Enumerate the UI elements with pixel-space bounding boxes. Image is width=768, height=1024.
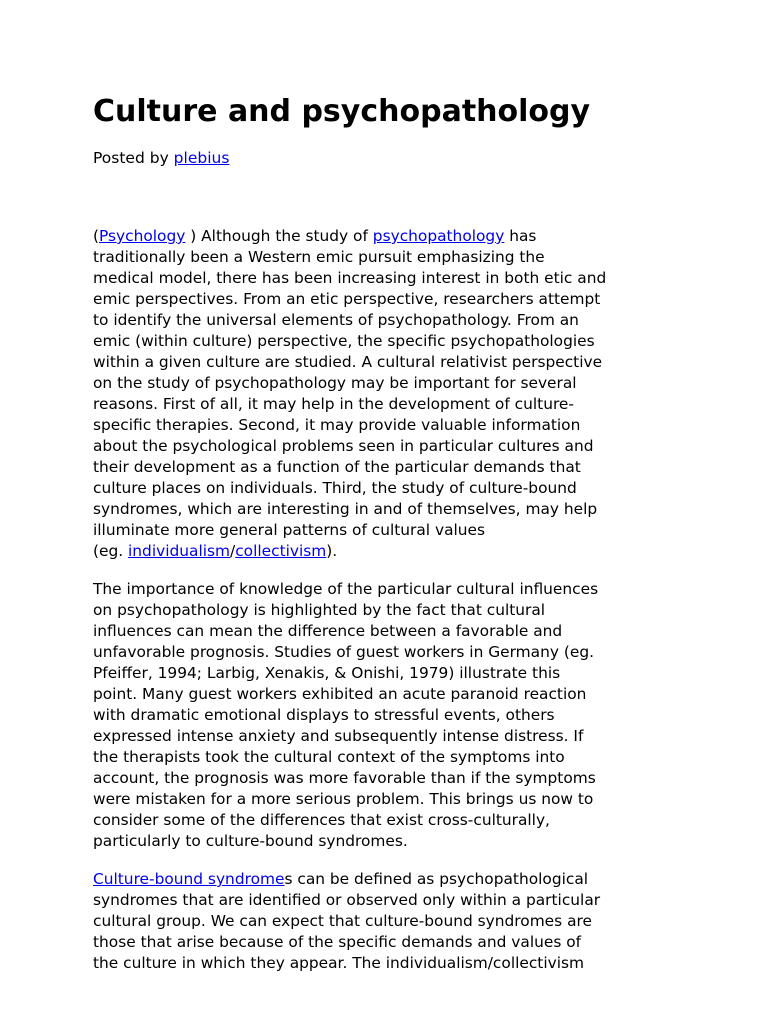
p1-line-14: syndromes, which are interesting in and of themselves, may help <box>93 500 598 518</box>
p1-line-1-text: ) Although the study of <box>185 227 373 245</box>
p2-line-3: influences can mean the difference between a favorable and <box>93 622 563 640</box>
p1-close: ). <box>326 542 338 560</box>
p1-line-4: emic perspectives. From an etic perspective, researchers attempt <box>93 290 601 308</box>
p1-line-1 <box>93 226 693 247</box>
culture-bound-syndrome-link[interactable]: Culture-bound syndrome <box>93 870 285 888</box>
p1-line-6: emic (within culture) perspective, the specific psychopathologies <box>93 332 595 350</box>
p1-line-13: culture places on individuals. Third, the study of culture-bound <box>93 479 577 497</box>
p2-line-13: particularly to culture-bound syndromes. <box>93 832 408 850</box>
p1-line-11: about the psychological problems seen in particular cultures and <box>93 437 594 455</box>
psychopathology-link[interactable]: psychopathology <box>372 227 505 245</box>
paragraph-1 <box>93 226 693 562</box>
p2-line-4: unfavorable prognosis. Studies of guest workers in Germany (eg. <box>93 643 594 661</box>
p1-line-15: illuminate more general patterns of cultural values <box>93 521 486 539</box>
p1-line-3: medical model, there has been increasing interest in both etic and <box>93 269 607 287</box>
p1-line-8: on the study of psychopathology may be important for several <box>93 374 577 392</box>
p2-line-6: point. Many guest workers exhibited an acute paranoid reaction <box>93 685 587 703</box>
byline-prefix: Posted by <box>93 149 174 167</box>
article-title: Culture and psychopathology <box>93 94 591 129</box>
p2-line-5: Pfeiffer, 1994; Larbig, Xenakis, & Onishi, 1979) illustrate this <box>93 664 561 682</box>
p2-line-11: were mistaken for a more serious problem. This brings us now to <box>93 790 594 808</box>
p1-line-1-end: has <box>504 227 537 245</box>
p1-slash: / <box>230 542 236 560</box>
p3-line-5: the culture in which they appear. The individualism/collectivism <box>93 954 585 972</box>
individualism-link[interactable]: individualism <box>128 542 231 560</box>
p2-line-7: with dramatic emotional displays to stressful events, others <box>93 706 555 724</box>
p3-line-1 <box>93 869 693 890</box>
collectivism-link[interactable]: collectivism <box>235 542 327 560</box>
paragraph-2 <box>93 579 693 852</box>
psychology-link[interactable]: Psychology <box>99 227 186 245</box>
p2-line-12: consider some of the differences that exist cross-culturally, <box>93 811 550 829</box>
p1-line-2: traditionally been a Western emic pursuit emphasizing the <box>93 248 545 266</box>
p2-line-2: on psychopathology is highlighted by the fact that cultural <box>93 601 546 619</box>
byline <box>93 148 229 169</box>
p1-open-paren: ( <box>93 227 100 245</box>
p1-line-12: their development as a function of the particular demands that <box>93 458 581 476</box>
p3-line-1-text: s can be defined as psychopathological <box>284 870 589 888</box>
author-link[interactable]: plebius <box>173 149 230 167</box>
p3-line-2: syndromes that are identified or observed only within a particular <box>93 891 601 909</box>
p1-line-5: to identify the universal elements of psychopathology. From an <box>93 311 579 329</box>
p2-line-10: account, the prognosis was more favorable than if the symptoms <box>93 769 596 787</box>
p1-line-16 <box>93 541 693 562</box>
p3-line-3: cultural group. We can expect that culture-bound syndromes are <box>93 912 592 930</box>
p3-line-4: those that arise because of the specific demands and values of <box>93 933 582 951</box>
paragraph-3 <box>93 869 693 974</box>
article-body <box>93 226 693 974</box>
p1-line-7: within a given culture are studied. A cultural relativist perspective <box>93 353 603 371</box>
paragraph-gap <box>93 852 693 869</box>
p1-line-9: reasons. First of all, it may help in the development of culture- <box>93 395 574 413</box>
p2-line-8: expressed intense anxiety and subsequently intense distress. If <box>93 727 584 745</box>
p2-line-9: the therapists took the cultural context of the symptoms into <box>93 748 565 766</box>
paragraph-gap <box>93 562 693 579</box>
p2-line-1: The importance of knowledge of the particular cultural influences <box>93 580 599 598</box>
p1-line-10: specific therapies. Second, it may provide valuable information <box>93 416 581 434</box>
p1-eg: (eg. <box>93 542 129 560</box>
